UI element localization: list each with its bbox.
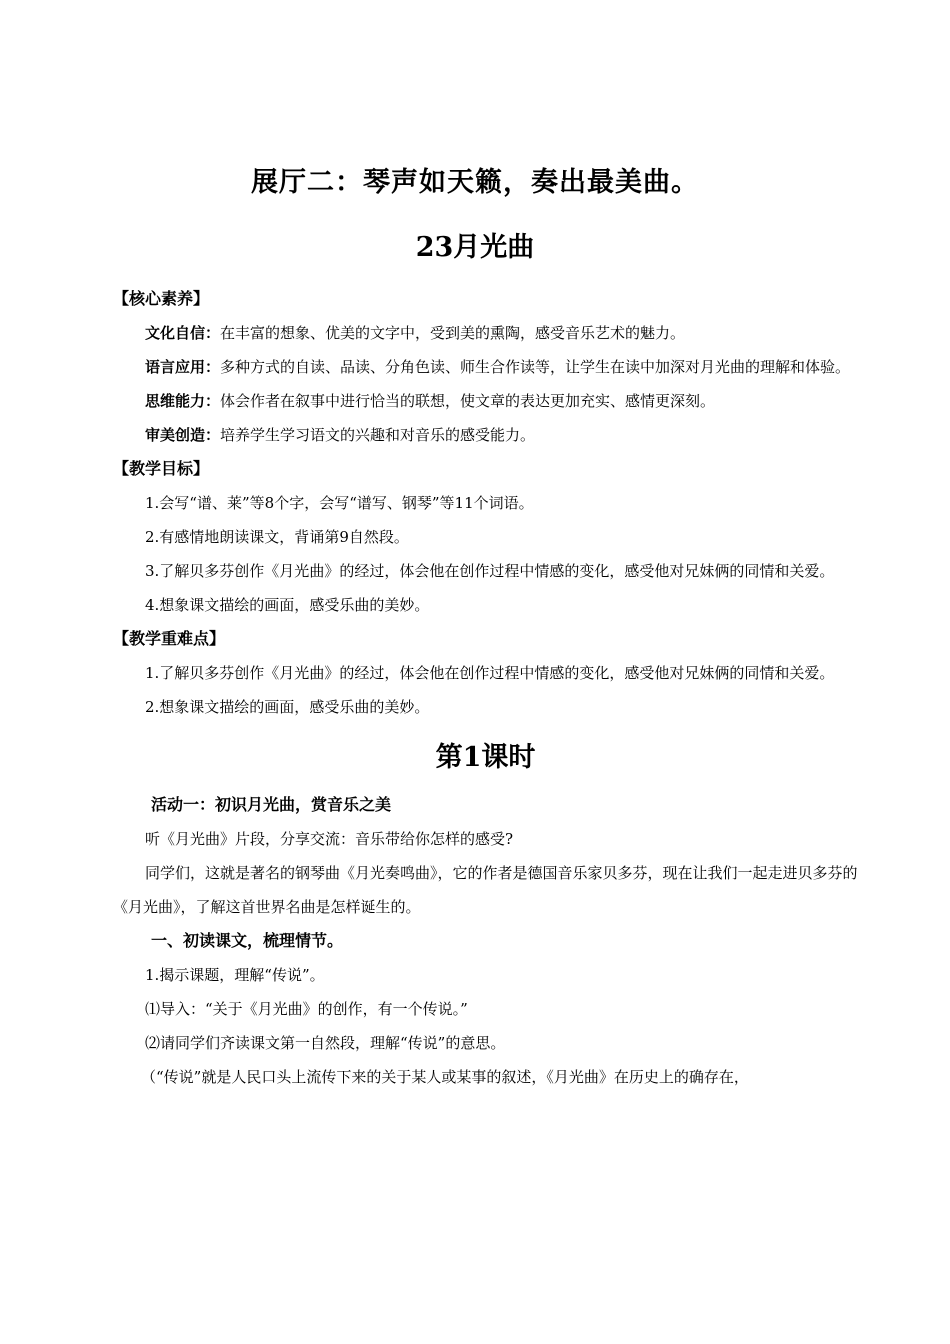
document-body xyxy=(113,282,858,1094)
hall-title: 展厅二：琴声如天籁，奏出最美曲。 xyxy=(251,167,699,198)
core-item-label: 思维能力： xyxy=(145,392,221,410)
goal-item: 1.会写“谱、莱”等8个字，会写“谱写、钢琴”等11个词语。 xyxy=(145,494,534,512)
key-points-heading: 【教学重难点】 xyxy=(113,629,226,648)
core-item-aesthetic xyxy=(113,418,858,452)
step-sub-item: ⑴导入：“关于《月光曲》的创作，有一个传说。” xyxy=(145,1000,468,1018)
core-item-text: 多种方式的自读、品读、分角色读、师生合作读等，让学生在读中加深对月光曲的理解和体验。 xyxy=(220,358,851,376)
goal-item: 3.了解贝多芬创作《月光曲》的经过，体会他在创作过程中情感的变化，感受他对兄妹俩的同情和关爱。 xyxy=(145,562,835,580)
key-point-item: 2.想象课文描绘的画面，感受乐曲的美妙。 xyxy=(145,698,430,716)
core-item-text: 培养学生学习语文的兴趣和对音乐的感受能力。 xyxy=(220,426,536,444)
core-item-label: 文化自信： xyxy=(145,324,221,342)
lesson-period-title: 第1课时 xyxy=(435,742,536,773)
core-item-culture xyxy=(113,316,858,350)
core-item-thinking xyxy=(113,384,858,418)
lesson-name: 23月光曲 xyxy=(415,232,535,263)
step-sub-item: ⑵请同学们齐读课文第一自然段，理解“传说”的意思。 xyxy=(145,1034,506,1052)
core-item-text: 在丰富的想象、优美的文字中，受到美的熏陶，感受音乐艺术的魅力。 xyxy=(220,324,686,342)
goal-item: 4.想象课文描绘的画面，感受乐曲的美妙。 xyxy=(145,596,430,614)
core-item-text: 体会作者在叙事中进行恰当的联想，使文章的表达更加充实、感情更深刻。 xyxy=(220,392,716,410)
core-item-language xyxy=(113,350,858,384)
core-item-label: 语言应用： xyxy=(145,358,221,376)
core-item-label: 审美创造： xyxy=(145,426,221,444)
teaching-goals-heading: 【教学目标】 xyxy=(113,459,210,478)
activity-title: 活动一：初识月光曲，赏音乐之美 xyxy=(151,795,392,814)
step-heading: 一、初读课文，梳理情节。 xyxy=(151,931,344,950)
step-sub-item: 1.揭示课题，理解“传说”。 xyxy=(145,966,325,984)
note-para: （“传说”就是人民口头上流传下来的关于某人或某事的叙述，《月光曲》在历史上的确存在， xyxy=(141,1068,749,1086)
goal-item: 2.有感情地朗读课文，背诵第9自然段。 xyxy=(145,528,409,546)
core-literacy-heading: 【核心素养】 xyxy=(113,289,210,308)
activity-para: 同学们，这就是著名的钢琴曲《月光奏鸣曲》，它的作者是德国音乐家贝多芬，现在让我们一起走进贝多芬的《月光曲》，了解这首世界名曲是怎样诞生的。 xyxy=(113,864,858,916)
activity-para: 听《月光曲》片段，分享交流：音乐带给你怎样的感受? xyxy=(145,830,514,848)
key-point-item: 1.了解贝多芬创作《月光曲》的经过，体会他在创作过程中情感的变化，感受他对兄妹俩的同情和关爱。 xyxy=(145,664,835,682)
